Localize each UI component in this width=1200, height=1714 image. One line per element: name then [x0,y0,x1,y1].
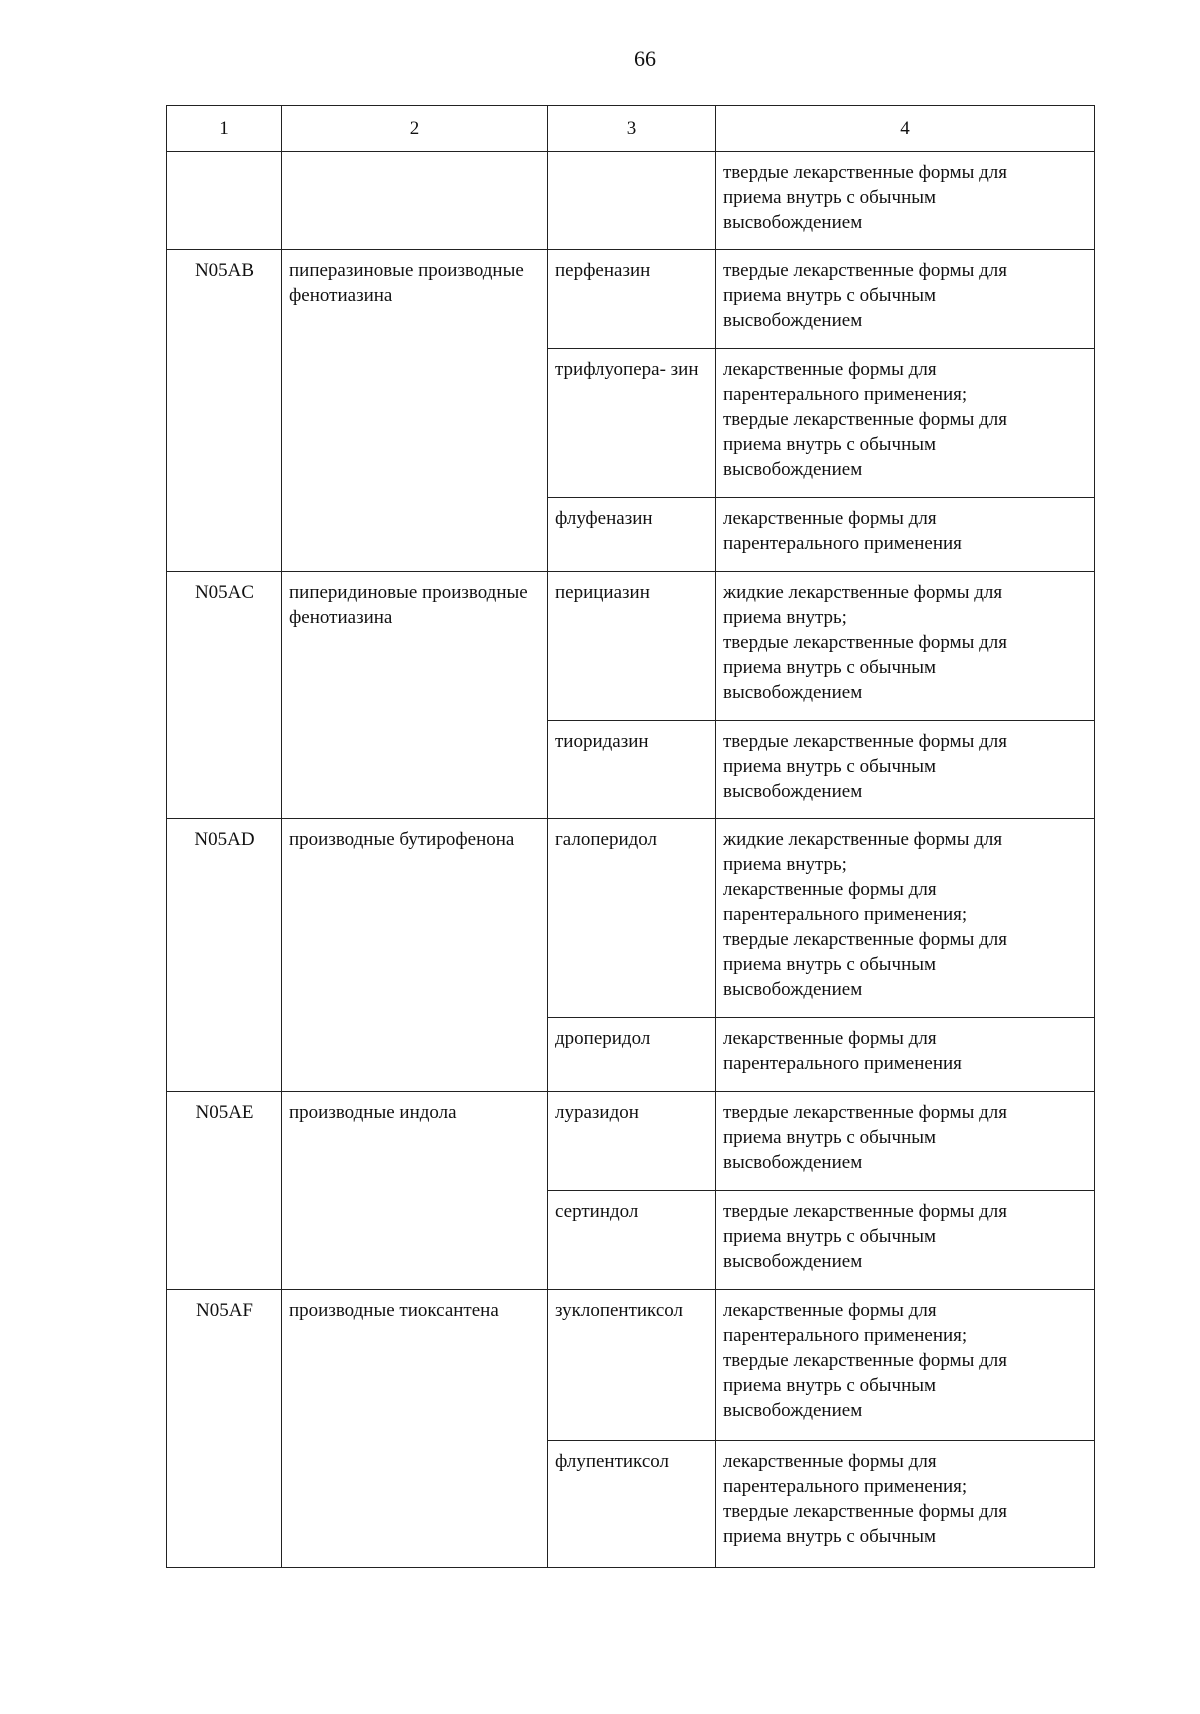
dosage-form-line: твердые лекарственные формы для [723,1201,1008,1222]
dosage-form-line: твердые лекарственные формы для [723,1501,1008,1522]
dosage-form-line: приема внутрь; [723,607,847,628]
dosage-form-line: твердые лекарственные формы для [723,1102,1008,1123]
substance-cell: зуклопентиксол [548,1290,716,1441]
group-cell: производные индола [282,1092,548,1290]
substance-cell [548,152,716,250]
dosage-form-line: приема внутрь с обычным [723,1526,937,1547]
dosage-form-line: парентерального применения; [723,904,968,925]
dosage-form-line: лекарственные формы для [723,1300,937,1321]
dosage-form-line: лекарственные формы для [723,1451,937,1472]
atc-code-cell: N05AD [167,819,282,1092]
substance-cell: трифлуопера- зин [548,349,716,498]
table-row [167,250,1095,349]
substance-cell: флупентиксол [548,1441,716,1568]
dosage-form-line: парентерального применения [723,1053,962,1074]
dosage-form-line: приема внутрь с обычным [723,285,937,306]
group-cell: производные бутирофенона [282,819,548,1092]
substance-cell: сертиндол [548,1191,716,1290]
table-row [167,819,1095,1018]
dosage-form-line: парентерального применения; [723,1325,968,1346]
dosage-form-line: лекарственные формы для [723,508,937,529]
dosage-form-line: приема внутрь; [723,854,847,875]
dosage-forms-cell [716,1191,1095,1290]
dosage-form-line: высвобождением [723,979,863,1000]
dosage-form-line: твердые лекарственные формы для [723,731,1008,752]
substance-cell: галоперидол [548,819,716,1018]
dosage-form-line: приема внутрь с обычным [723,1127,937,1148]
dosage-form-line: высвобождением [723,212,863,233]
dosage-form-line: твердые лекарственные формы для [723,632,1008,653]
dosage-form-line: лекарственные формы для [723,359,937,380]
dosage-form-line: приема внутрь с обычным [723,657,937,678]
dosage-form-line: твердые лекарственные формы для [723,260,1008,281]
dosage-forms-cell [716,819,1095,1018]
dosage-form-line: высвобождением [723,781,863,802]
dosage-form-line: приема внутрь с обычным [723,187,937,208]
dosage-forms-cell [716,498,1095,572]
column-header: 1 [167,106,282,152]
dosage-forms-cell [716,1092,1095,1191]
table-row [167,572,1095,721]
dosage-forms-cell [716,1290,1095,1441]
substance-cell: тиоридазин [548,721,716,819]
dosage-forms-cell [716,721,1095,819]
dosage-form-line: жидкие лекарственные формы для [723,582,1003,603]
column-header: 2 [282,106,548,152]
substance-cell: перфеназин [548,250,716,349]
substance-cell: флуфеназин [548,498,716,572]
atc-code-cell: N05AE [167,1092,282,1290]
dosage-form-line: лекарственные формы для [723,879,937,900]
drug-classification-table [166,105,1095,1568]
dosage-form-line: приема внутрь с обычным [723,434,937,455]
substance-cell: луразидон [548,1092,716,1191]
dosage-form-line: приема внутрь с обычным [723,1226,937,1247]
page-number: 66 [634,46,656,71]
group-cell [282,152,548,250]
dosage-forms-cell [716,152,1095,250]
group-cell: пиперазиновые производные фенотиазина [282,250,548,572]
dosage-forms-cell [716,250,1095,349]
atc-code-cell [167,152,282,250]
dosage-form-line: высвобождением [723,1152,863,1173]
dosage-form-line: высвобождением [723,1400,863,1421]
atc-code-cell: N05AC [167,572,282,819]
column-header: 3 [548,106,716,152]
group-cell: производные тиоксантена [282,1290,548,1568]
atc-code-cell: N05AB [167,250,282,572]
table-row [167,1290,1095,1441]
table-header-row [167,106,1095,152]
dosage-form-line: высвобождением [723,682,863,703]
dosage-form-line: парентерального применения; [723,1476,968,1497]
dosage-form-line: жидкие лекарственные формы для [723,829,1003,850]
dosage-forms-cell [716,1441,1095,1568]
dosage-form-line: приема внутрь с обычным [723,756,937,777]
dosage-form-line: приема внутрь с обычным [723,1375,937,1396]
substance-cell: дроперидол [548,1018,716,1092]
dosage-form-line: высвобождением [723,1251,863,1272]
dosage-form-line: высвобождением [723,310,863,331]
atc-code-cell: N05AF [167,1290,282,1568]
dosage-forms-cell [716,572,1095,721]
substance-cell: перициазин [548,572,716,721]
dosage-form-line: лекарственные формы для [723,1028,937,1049]
dosage-form-line: парентерального применения [723,533,962,554]
dosage-form-line: твердые лекарственные формы для [723,409,1008,430]
column-header: 4 [716,106,1095,152]
dosage-forms-cell [716,349,1095,498]
dosage-form-line: высвобождением [723,459,863,480]
dosage-forms-cell [716,1018,1095,1092]
table-row [167,152,1095,250]
dosage-form-line: твердые лекарственные формы для [723,162,1008,183]
dosage-form-line: парентерального применения; [723,384,968,405]
group-cell: пиперидиновые производные фенотиазина [282,572,548,819]
table-row [167,1092,1095,1191]
dosage-form-line: приема внутрь с обычным [723,954,937,975]
dosage-form-line: твердые лекарственные формы для [723,1350,1008,1371]
dosage-form-line: твердые лекарственные формы для [723,929,1008,950]
